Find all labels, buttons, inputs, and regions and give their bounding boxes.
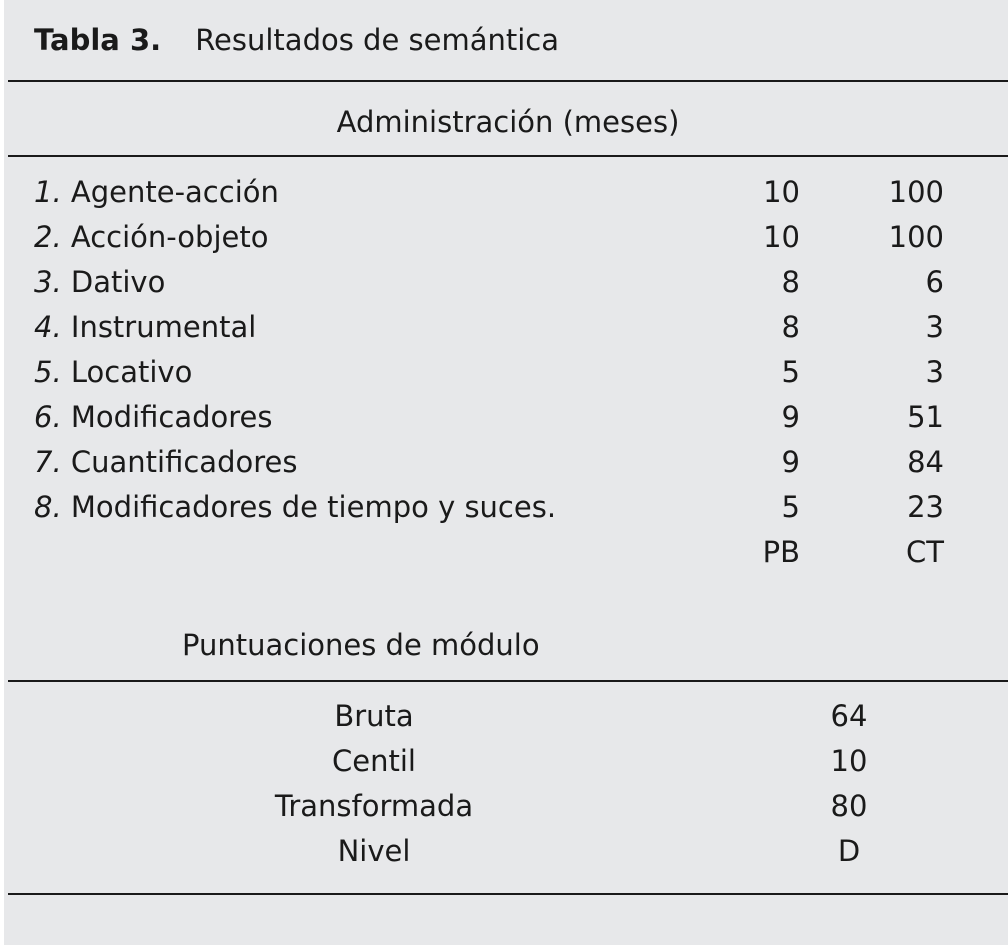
- bottom-rule: [8, 893, 1008, 895]
- table-row: [4, 305, 1008, 350]
- ct-value: 84: [907, 445, 944, 479]
- column-labels-row: [4, 530, 1008, 575]
- item-name: [34, 395, 273, 440]
- pb-value: 5: [781, 355, 800, 389]
- item-number: 6.: [34, 400, 62, 434]
- score-label: Centil: [332, 744, 416, 778]
- item-name: [34, 440, 297, 485]
- item-name: [34, 215, 268, 260]
- item-name: [34, 305, 256, 350]
- ct-value: 100: [888, 220, 944, 254]
- ct-column-label: CT: [906, 535, 944, 569]
- item-label: Modificadores: [70, 400, 273, 434]
- caption-title: Resultados de semántica: [195, 23, 560, 57]
- ct-value: 23: [907, 490, 944, 524]
- item-name: [34, 350, 192, 395]
- item-label: Agente-acción: [70, 175, 279, 209]
- item-number: 1.: [34, 175, 62, 209]
- pb-value: 5: [781, 490, 800, 524]
- pb-value: 10: [763, 175, 800, 209]
- score-label: Nivel: [337, 834, 411, 868]
- table-row: [4, 350, 1008, 395]
- score-row: [4, 739, 1008, 784]
- item-number: 7.: [34, 445, 62, 479]
- pb-value: 10: [763, 220, 800, 254]
- top-rule: [8, 80, 1008, 82]
- item-label: Modificadores de tiempo y suces.: [70, 490, 557, 524]
- item-number: 3.: [34, 265, 62, 299]
- score-row: [4, 829, 1008, 874]
- table-row: [4, 260, 1008, 305]
- score-label: Transformada: [274, 789, 474, 823]
- pb-value: 8: [781, 265, 800, 299]
- table-row: [4, 215, 1008, 260]
- ct-value: 3: [925, 355, 944, 389]
- score-row: [4, 694, 1008, 739]
- module-rule: [8, 680, 1008, 682]
- item-number: 5.: [34, 355, 62, 389]
- item-label: Dativo: [70, 265, 166, 299]
- item-name: [34, 260, 165, 305]
- item-label: Locativo: [70, 355, 193, 389]
- item-number: 4.: [34, 310, 62, 344]
- score-label: Bruta: [334, 699, 414, 733]
- item-label: Instrumental: [70, 310, 257, 344]
- caption-label: Tabla 3.: [34, 23, 162, 57]
- item-label: Cuantificadores: [70, 445, 298, 479]
- item-label: Acción-objeto: [70, 220, 269, 254]
- table-row: [4, 440, 1008, 485]
- administration-header: Administración (meses): [336, 105, 680, 139]
- ct-value: 3: [925, 310, 944, 344]
- item-number: 8.: [34, 490, 62, 524]
- ct-value: 100: [888, 175, 944, 209]
- pb-value: 8: [781, 310, 800, 344]
- pb-value: 9: [781, 400, 800, 434]
- item-name: [34, 485, 556, 530]
- score-value: 64: [830, 699, 868, 733]
- item-number: 2.: [34, 220, 62, 254]
- table-row: [4, 485, 1008, 530]
- score-value: 10: [830, 744, 868, 778]
- score-value: 80: [830, 789, 868, 823]
- item-name: [34, 170, 279, 215]
- module-scores-header: Puntuaciones de módulo: [182, 628, 540, 662]
- table-caption: [34, 20, 559, 60]
- table-row: [4, 395, 1008, 440]
- table-row: [4, 170, 1008, 215]
- score-row: [4, 784, 1008, 829]
- ct-value: 51: [907, 400, 944, 434]
- pb-value: 9: [781, 445, 800, 479]
- pb-column-label: PB: [762, 535, 800, 569]
- score-value: D: [837, 834, 861, 868]
- ct-value: 6: [925, 265, 944, 299]
- header-rule: [8, 155, 1008, 157]
